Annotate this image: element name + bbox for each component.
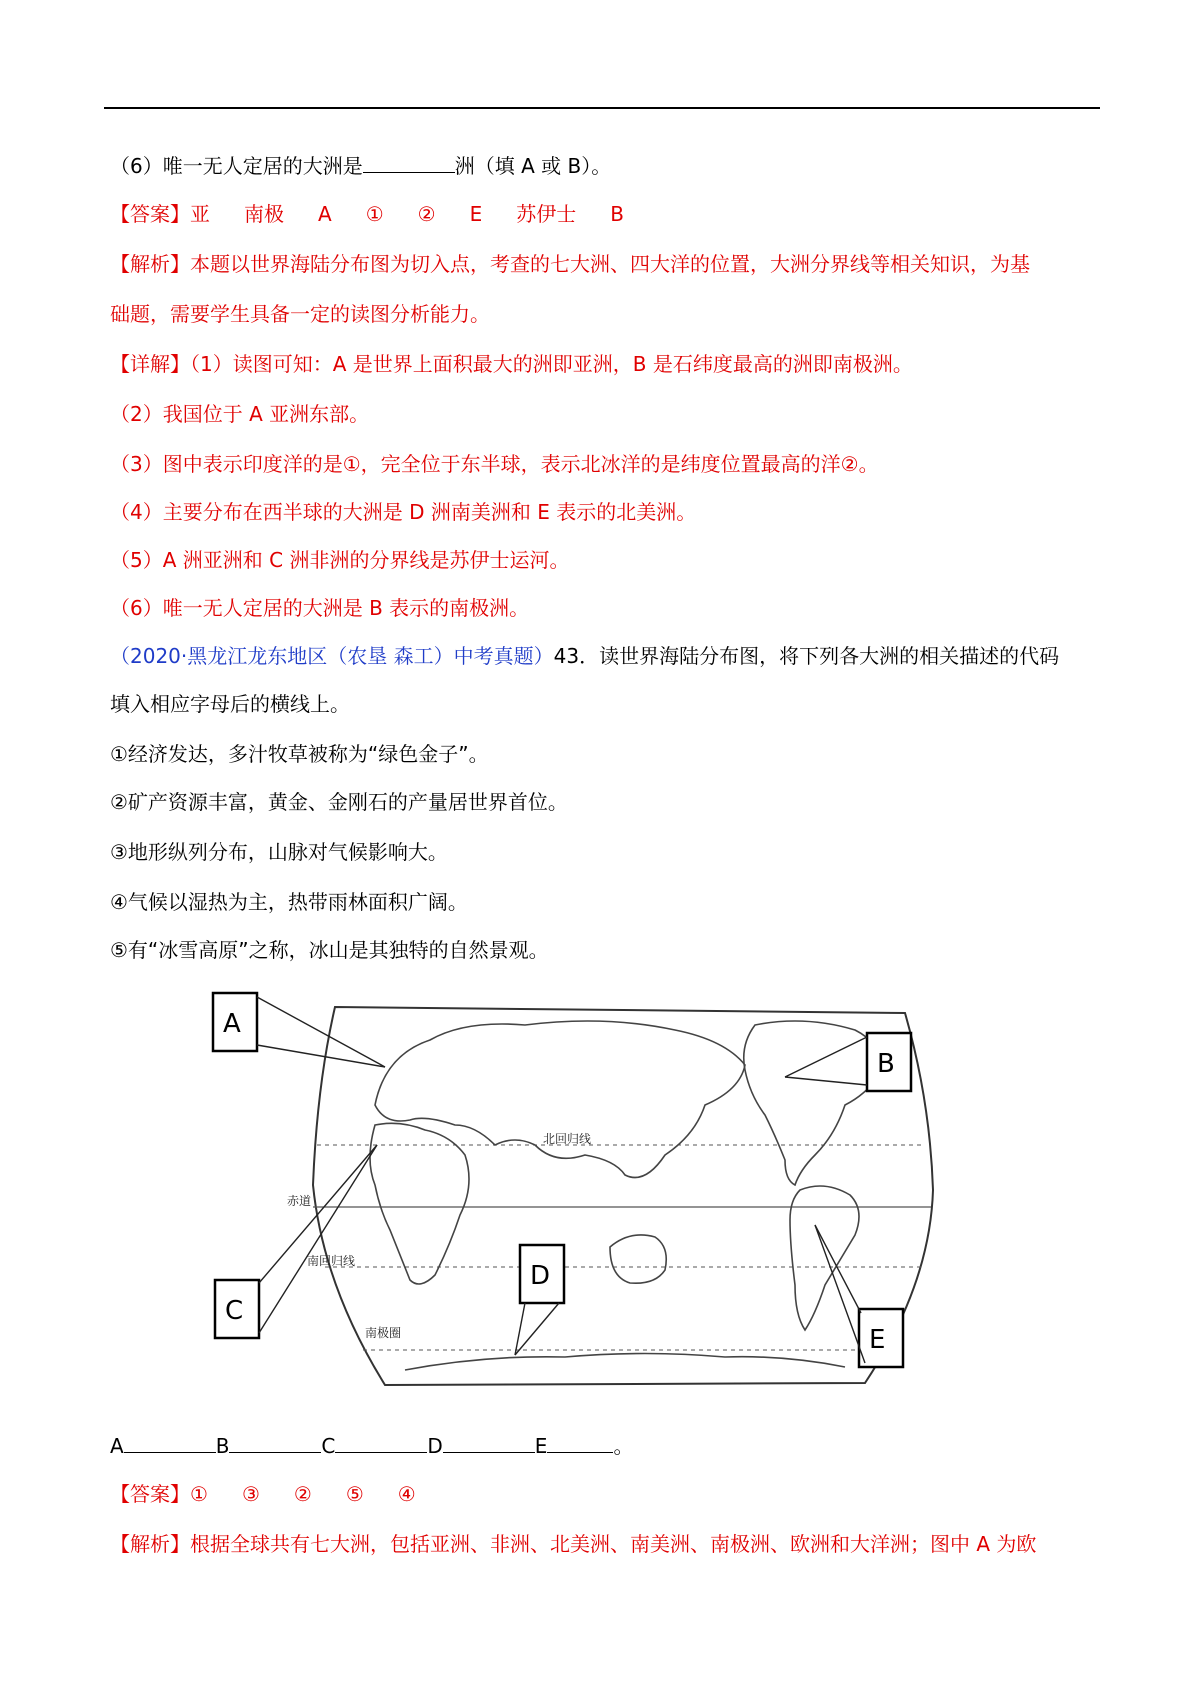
map-frame (313, 1007, 933, 1385)
question-6: （6）唯一无人定居的大洲是 洲（填 A 或 B）。 (110, 154, 612, 178)
box-b-letter: B (877, 1049, 895, 1079)
leader-b-2 (785, 1077, 867, 1085)
detail-1-line6: （6）唯一无人定居的大洲是 B 表示的南极洲。 (110, 596, 530, 620)
leader-d-1 (515, 1303, 525, 1355)
detail-1-line4: （4）主要分布在西半球的大洲是 D 洲南美洲和 E 表示的北美洲。 (110, 500, 697, 524)
analysis-1-line2: 础题，需要学生具备一定的读图分析能力。 (110, 302, 490, 326)
option-2: ②矿产资源丰富，黄金、金刚石的产量居世界首位。 (110, 790, 568, 814)
answer-blank[interactable] (363, 152, 455, 173)
blank-d[interactable] (443, 1432, 535, 1453)
blank-c[interactable] (335, 1432, 427, 1453)
option-3: ③地形纵列分布，山脉对气候影响大。 (110, 840, 448, 864)
leader-b-1 (785, 1037, 867, 1077)
box-a-letter: A (223, 1009, 241, 1039)
leader-d-2 (515, 1303, 559, 1355)
option-4: ④气候以湿热为主，热带雨林面积广阔。 (110, 890, 468, 914)
analysis-1-line1: 【解析】本题以世界海陆分布图为切入点，考查的七大洲、四大洋的位置，大洲分界线等相关知识，为基 (110, 252, 1030, 276)
detail-1-line1: 【详解】（1）读图可知：A 是世界上面积最大的洲即亚洲，B 是石纬度最高的洲即南极洲。 (110, 352, 913, 376)
detail-1-line3: （3）图中表示印度洋的是①，完全位于东半球，表示北冰洋的是纬度位置最高的洋②。 (110, 452, 879, 476)
header-rule (104, 107, 1100, 109)
map-label-equator: 赤道 (287, 1194, 312, 1208)
blank-a[interactable] (124, 1432, 216, 1453)
box-d-letter: D (530, 1261, 551, 1291)
map-label-tropic-north: 北回归线 (543, 1132, 592, 1146)
map-label-antarctic: 南极圈 (365, 1326, 402, 1340)
australia-shape (610, 1235, 666, 1283)
question-43-stem: （2020·黑龙江龙东地区（农垦 森工）中考真题）43．读世界海陆分布图，将下列各大洲的相关描述的代码 (110, 644, 1060, 668)
africa-shape (370, 1123, 469, 1284)
blank-e[interactable] (547, 1432, 613, 1453)
option-5: ⑤有“冰雪高原”之称，冰山是其独特的自然景观。 (110, 938, 549, 962)
detail-1-line2: （2）我国位于 A 亚洲东部。 (110, 402, 370, 426)
leader-c-2 (259, 1145, 377, 1333)
fill-in-line: A B C D E 。 (110, 1434, 634, 1458)
question-43-stem2: 填入相应字母后的横线上。 (110, 692, 350, 716)
antarctica-shape (405, 1354, 845, 1371)
answer-2: 【答案】① ③ ② ⑤ ④ (110, 1482, 416, 1506)
eurasia-shape (375, 1021, 745, 1178)
leader-e-1 (815, 1225, 861, 1313)
box-c-letter: C (225, 1296, 244, 1326)
option-1: ①经济发达，多汁牧草被称为“绿色金子”。 (110, 742, 489, 766)
north-america-shape (744, 1021, 881, 1185)
analysis-2-line1: 【解析】根据全球共有七大洲，包括亚洲、非洲、北美洲、南美洲、南极洲、欧洲和大洋洲；图中 A 为欧 (110, 1532, 1037, 1556)
box-e-letter: E (869, 1325, 886, 1355)
detail-1-line5: （5）A 洲亚洲和 C 洲非洲的分界线是苏伊士运河。 (110, 548, 570, 572)
question-source: （2020·黑龙江龙东地区（农垦 森工）中考真题） (110, 644, 554, 668)
map-label-tropic-south: 南回归线 (307, 1254, 356, 1268)
blank-b[interactable] (229, 1432, 321, 1453)
answer-1: 【答案】亚 南极 A ① ② E 苏伊士 B (110, 202, 624, 226)
world-map (225, 985, 945, 1390)
